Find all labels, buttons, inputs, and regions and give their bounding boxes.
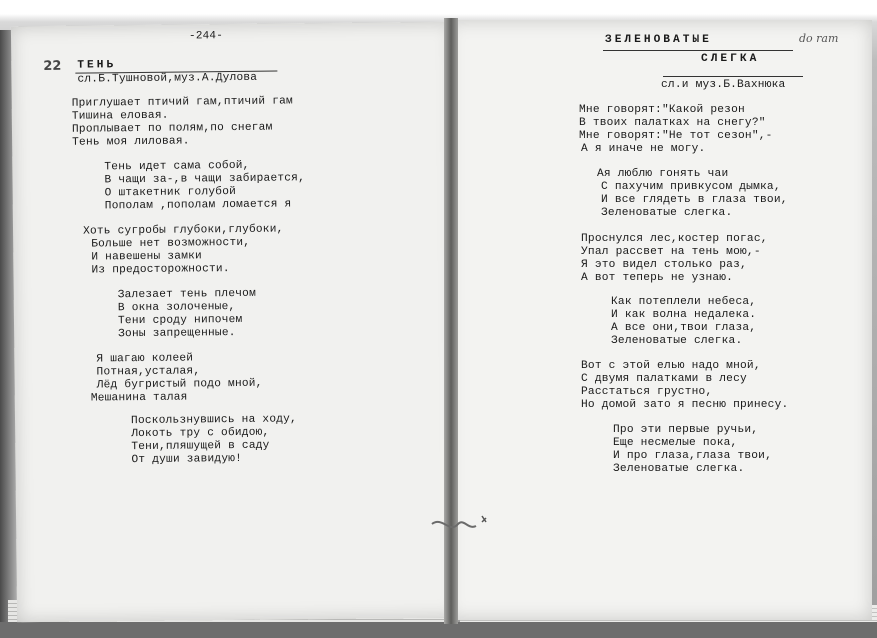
bottom-shadow (0, 622, 877, 638)
verse-line: Тени,пляшущей в саду (131, 439, 270, 454)
verse-line: Про эти первые ручьи, (613, 424, 759, 436)
margin-mark: 22 (43, 58, 62, 74)
verse-line: В чащи за-,в чащи забирается, (104, 172, 306, 187)
verse-line: В твоих палатках на снегу?" (579, 117, 766, 129)
verse-line: Тишина еловая. (71, 109, 169, 123)
verse-line: А все они,твои глаза, (611, 322, 757, 334)
verse-line: Локоть тру с обидою, (131, 426, 270, 441)
verse-line: Проснулся лес,костер погас, (581, 233, 768, 245)
verse-line: И все глядеть в глаза твои, (601, 194, 788, 206)
verse-line: Мне говорят:"Какой резон (579, 104, 745, 116)
verse-line: Тень идет сама собой, (104, 159, 250, 174)
verse-line: Зеленоватые слегка. (613, 463, 745, 475)
verse-line: И как волна недалека. (611, 309, 757, 321)
left-page (11, 22, 459, 623)
verse-line: И про глаза,глаза твои, (613, 450, 773, 462)
verse-line: Мне говорят:"Не тот сезон",- (579, 130, 773, 142)
subtitle-underline (663, 76, 803, 77)
binding-thread-icon (428, 512, 488, 542)
right-page (447, 20, 872, 620)
verse-line: От души завидую! (131, 452, 243, 467)
verse-line: Потная,усталая, (96, 365, 201, 379)
verse-line: О штакетник голубой (104, 185, 237, 200)
verse-line: Ая люблю гонять чаи (597, 168, 729, 180)
verse-line: Из предосторожности. (91, 263, 230, 277)
verse-line: Приглушает птичий гам,птичий гам (71, 95, 294, 110)
song-subtitle: СЛЕГКА (701, 53, 760, 65)
verse-line: Пополам ,пополам ломается я (104, 198, 292, 213)
song-title: ЗЕЛЕНОВАТЫЕ (605, 34, 712, 46)
title-underline (603, 50, 793, 51)
verse-line: Зеленоватые слегка. (611, 335, 743, 347)
verse-line: Больше нет возможности, (91, 236, 251, 251)
verse-line: Еще несмелые пока, (613, 437, 738, 449)
verse-line: Я это видел столько раз, (581, 259, 747, 271)
verse-line: С двумя палатками в лесу (581, 373, 747, 385)
verse-line: Мешанина талая (90, 391, 188, 405)
verse-line: Но домой зато я песню принесу. (581, 399, 789, 411)
verse-line: Залезает тень плечом (117, 287, 257, 302)
verse-line: Зоны запрещенные. (118, 326, 236, 341)
verse-line: Вот с этой елью надо мной, (581, 360, 761, 372)
verse-line: Хоть сугробы глубоки,глубоки, (82, 223, 284, 238)
song-title: ТЕНЬ (77, 59, 117, 72)
verse-line: Упал рассвет на тень мою,- (581, 246, 761, 258)
page-number: -244- (188, 30, 224, 43)
verse-line: Как потеплели небеса, (611, 296, 757, 308)
verse-line: Зеленоватые слегка. (601, 207, 733, 219)
verse-line: Лёд бугристый подо мной, (96, 377, 263, 392)
verse-line: Тень моя лиловая. (72, 135, 190, 149)
verse-line: А вот теперь не узнаю. (581, 272, 734, 284)
verse-line: Расстаться грустно, (581, 386, 713, 398)
verse-line: В окна золоченые, (117, 300, 236, 315)
song-credits: сл.Б.Тушновой,муз.А.Дулова (77, 71, 258, 86)
verse-line: И навешены замки (91, 250, 202, 264)
verse-line: Тени сроду нипочем (117, 313, 243, 328)
verse-line: С пахучим привкусом дымка, (601, 181, 781, 193)
pencil-note: do ram (799, 32, 839, 45)
verse-line: Проплывает по полям,по снегам (71, 121, 273, 136)
song-credits: сл.и муз.Б.Вахнюка (661, 79, 786, 91)
verse-line: Я шагаю колеей (96, 352, 194, 366)
verse-line: Поскользнувшись на ходу, (130, 413, 298, 428)
verse-line: А я иначе не могу. (581, 143, 706, 155)
